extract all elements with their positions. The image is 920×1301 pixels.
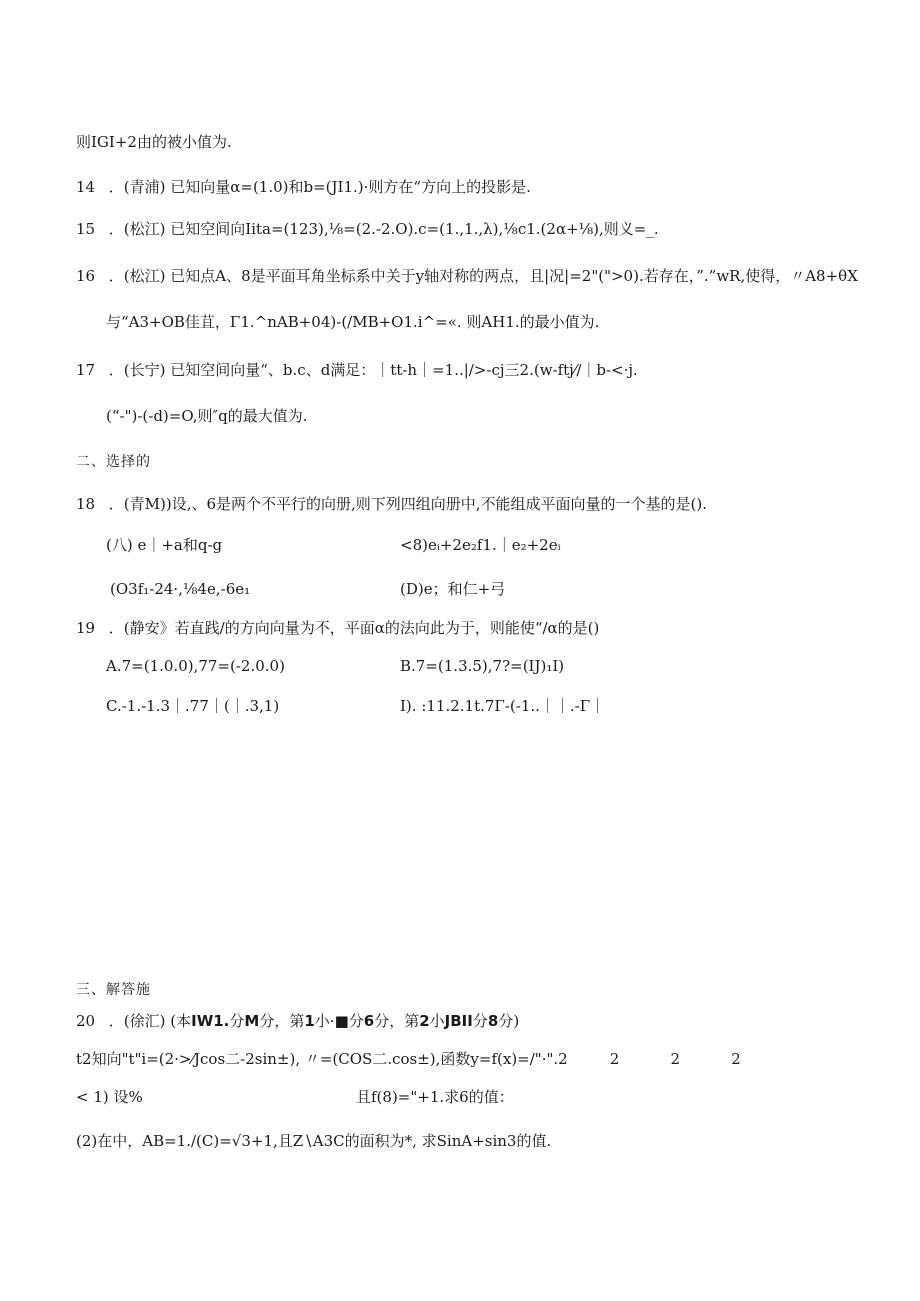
question-20 — [76, 1011, 519, 1031]
section-heading-answer — [76, 980, 151, 1000]
question-text: 小 — [429, 1012, 445, 1030]
question-text: (“-")-(-d)=O,则″q的最大值为. — [106, 407, 308, 425]
question-17-cont — [106, 406, 308, 426]
question-text: 分，第 — [374, 1012, 420, 1030]
fraction-denominator: 2 — [670, 1050, 681, 1068]
question-text: 与“A3+OB佳苴，Γ1.^nAB+04)-(/MB+O1.i^=«. 则AH1.的最小值为. — [106, 313, 600, 331]
text-line — [76, 132, 232, 152]
option-b: B.7=(1.3.5),7?=(IJ)₁I) — [400, 657, 565, 675]
question-16-cont — [106, 312, 599, 332]
question-18-options-cd — [110, 579, 810, 599]
question-text: ．(青浦) 已知向量α=(1.0)和b=(JI1.)·则方在“方向上的投影是. — [108, 178, 531, 196]
question-text: t2知向"t"i=(2·>⁄Jcos二-2sin±), 〃=(COS二.cos±),函数y=f(x)=/"·".2 — [76, 1050, 568, 1068]
question-text: ．(松江) 已知空间向Iita=(123),⅛=(2.-2.O).c=(1.,1.,λ),⅛c1.(2α+⅛),则义=_. — [108, 220, 659, 238]
question-text: 分 — [472, 1012, 488, 1030]
score-text: JBII — [444, 1012, 473, 1030]
score-text: 6 — [363, 1012, 375, 1030]
question-19-options-ab — [106, 656, 806, 676]
question-15 — [76, 219, 659, 239]
section-title: 三、解答施 — [76, 982, 151, 998]
option-d: (D)e；和仁+弓 — [400, 580, 506, 598]
line-text: 则IGI+2由的被小值为. — [76, 133, 232, 151]
option-a: A.7=(1.0.0),77=(-2.0.0) — [106, 657, 285, 675]
score-text: ■ — [334, 1012, 349, 1030]
question-text: 分 — [348, 1012, 364, 1030]
score-text: M — [244, 1012, 260, 1030]
question-text: ．(徐汇) (本 — [108, 1012, 192, 1030]
question-16 — [76, 266, 858, 286]
question-20-part-1 — [76, 1087, 676, 1107]
question-17 — [76, 360, 638, 380]
score-text: 2 — [419, 1012, 430, 1030]
question-number: 16 — [76, 267, 96, 285]
question-14 — [76, 177, 531, 197]
question-text: 分) — [498, 1012, 520, 1030]
question-number: 18 — [76, 495, 96, 513]
score-text: IW1. — [191, 1012, 230, 1030]
option-a: (八) e｜+a和q-g — [106, 536, 223, 554]
fraction-denominator: 2 — [731, 1050, 741, 1068]
question-20-part-2 — [76, 1131, 551, 1151]
question-text: 分，第 — [259, 1012, 305, 1030]
question-20-given — [76, 1049, 760, 1069]
question-18-options-ab — [106, 535, 806, 555]
question-19 — [76, 618, 599, 638]
question-text: ．(静安》若直践/的方向向量为不，平面α的法向此为于，则能使“/α的是() — [108, 619, 600, 637]
question-text: 小· — [314, 1012, 335, 1030]
question-18 — [76, 494, 707, 514]
question-text: 且f(8)="+1.求6的值： — [356, 1088, 514, 1106]
question-text: ．(松江) 已知点A、8是平面耳角坐标系中关于y轴对称的两点，且|况|=2"(">0).若存在，”.”wR,使得，〃A8+θX — [108, 267, 858, 285]
question-number: 19 — [76, 619, 96, 637]
question-number: 15 — [76, 220, 96, 238]
option-b: <8)eᵢ+2e₂f1.｜e₂+2eᵢ — [400, 536, 561, 554]
question-number: 17 — [76, 361, 96, 379]
question-number: 20 — [76, 1012, 96, 1030]
question-text: < 1) 设% — [76, 1088, 143, 1106]
fraction-denominator: 2 — [609, 1050, 620, 1068]
score-text: 1 — [304, 1012, 315, 1030]
question-number: 14 — [76, 178, 96, 196]
question-text: ．(长宁) 已知空间向量“、b.c、d满足：｜tt-h｜=1..|/>-cj三2.(w-ftj⁄∕｜b-<·j. — [108, 361, 638, 379]
question-text: 分 — [229, 1012, 245, 1030]
question-text: (2)在中，AB=1./(C)=√3+1,且Z∖A3C的面积为*, 求SinA+sin3的值. — [76, 1132, 552, 1150]
option-c: (O3f₁-24·,⅛4e,-6e₁ — [110, 580, 251, 598]
score-text: 8 — [487, 1012, 499, 1030]
section-title: 二、选择的 — [76, 454, 151, 470]
section-heading-choice — [76, 452, 151, 472]
option-d: I). :11.2.1t.7Γ-(-1..｜｜.-Γ｜ — [400, 697, 606, 715]
question-19-options-cd — [106, 696, 806, 716]
question-text: ．(青M))设,、6是两个不平行的向册,则下列四组向册中,不能组成平面向量的一个基的是(). — [108, 495, 708, 513]
option-c: C.-1.-1.3｜.77｜(｜.3,1) — [106, 697, 280, 715]
